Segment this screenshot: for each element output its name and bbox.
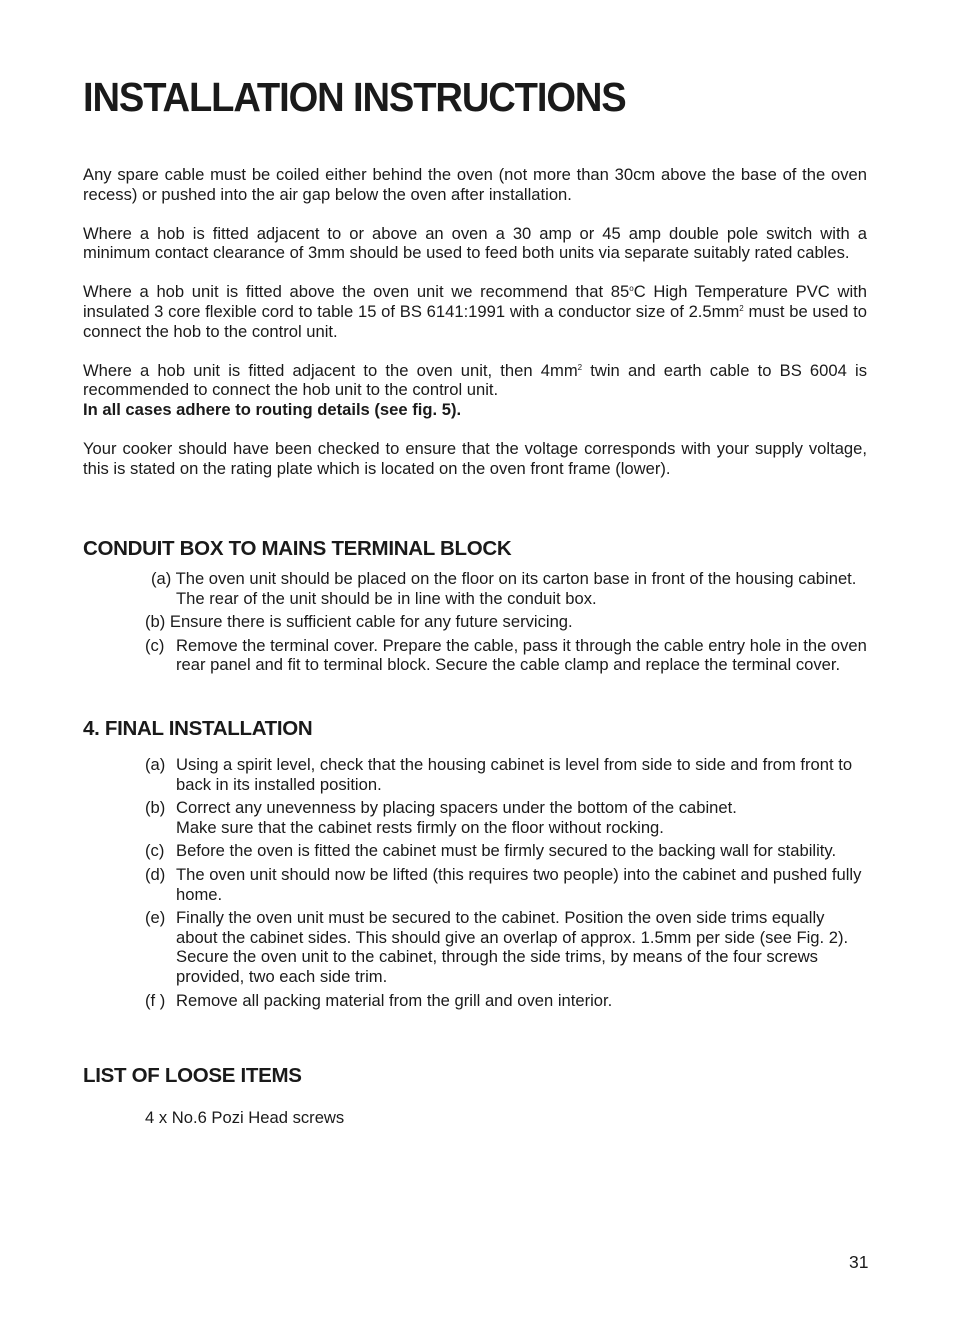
list-item — [145, 569, 867, 608]
step-text: Finally the oven unit must be secured to the cabinet. Position the oven side trims equally about the cabinet sides. This should give an overlap of approx. 1.5mm per side (see Fig. 2). Secure the oven unit to the cabinet, through the side trims, by means of the four screws provided, two each side trim. — [176, 908, 849, 986]
step-label: (e) — [145, 908, 166, 928]
intro-section — [83, 165, 867, 498]
list-item — [145, 908, 867, 986]
paragraph-hob-above-oven — [83, 282, 867, 341]
step-text: Using a spirit level, check that the housing cabinet is level from side to side and from front to back in its installed position. — [176, 755, 853, 794]
list-item — [145, 612, 867, 632]
step-text — [176, 798, 867, 837]
paragraph-text: must be used to connect the hob to the control unit. — [83, 301, 868, 341]
squared-superscript: 2 — [577, 362, 583, 372]
paragraph-text: twin and earth cable to BS 6004 is recommended to connect the hob unit to the control unit. — [83, 360, 867, 400]
step-label: (c) — [145, 635, 165, 655]
squared-superscript: 2 — [739, 303, 744, 313]
list-item — [145, 798, 867, 837]
step-text-line: Correct any unevenness by placing spacers under the bottom of the cabinet. — [176, 798, 737, 818]
paragraph-voltage-check: Your cooker should have been checked to ensure that the voltage corresponds with your supply voltage, this is stated on the rating plate which is located on the oven front frame (lower). — [83, 438, 867, 478]
routing-note: In all cases adhere to routing details (see fig. 5). — [83, 399, 462, 419]
conduit-heading: CONDUIT BOX TO MAINS TERMINAL BLOCK — [83, 537, 512, 560]
list-item — [145, 755, 867, 794]
step-text: (a) The oven unit should be placed on the floor on its carton base in front of the housing cabinet. The rear of the unit should be in line with the conduit box. — [151, 569, 857, 608]
loose-items-heading: LIST OF LOOSE ITEMS — [83, 1064, 302, 1087]
conduit-steps — [145, 569, 867, 679]
step-text: The oven unit should now be lifted (this requires two people) into the cabinet and pushed fully home. — [176, 864, 862, 904]
paragraph-text: C High Temperature PVC with insulated 3 core flexible cord to table 15 of BS 6141:1991 with a conductor size of 2.5mm — [83, 282, 867, 321]
degree-superscript: o — [629, 284, 634, 294]
step-text: Before the oven is fitted the cabinet must be firmly secured to the backing wall for stability. — [176, 841, 837, 861]
loose-item: 4 x No.6 Pozi Head screws — [145, 1108, 345, 1127]
step-label: (a) — [145, 755, 166, 774]
step-label: (f ) — [145, 990, 166, 1010]
step-text-line: Make sure that the cabinet rests firmly on the floor without rocking. — [176, 817, 664, 837]
step-label: (d) — [145, 864, 166, 884]
list-item — [145, 636, 867, 675]
list-item — [145, 841, 867, 861]
final-installation-heading: 4. FINAL INSTALLATION — [83, 717, 313, 740]
step-text: Remove all packing material from the grill and oven interior. — [176, 990, 613, 1010]
paragraph-spare-cable: Any spare cable must be coiled either behind the oven (not more than 30cm above the base of the oven recess) or pushed into the air gap below the oven after installation. — [83, 165, 867, 204]
paragraph-double-pole-switch: Where a hob is fitted adjacent to or above an oven a 30 amp or 45 amp double pole switch with a minimum contact clearance of 3mm should be used to feed both units via separate suitably rated cables. — [83, 223, 867, 263]
page-title: INSTALLATION INSTRUCTIONS — [83, 74, 626, 120]
paragraph-hob-adjacent-oven — [83, 361, 867, 420]
list-item — [145, 991, 867, 1011]
paragraph-text: Where a hob unit is fitted adjacent to the oven unit, then 4mm — [83, 360, 578, 380]
step-label: (c) — [145, 841, 165, 861]
step-label: (b) — [145, 798, 166, 818]
paragraph-text: Where a hob unit is fitted above the oven unit we recommend that 85 — [83, 282, 630, 302]
step-text: (b) Ensure there is sufficient cable for any future servicing. — [145, 612, 573, 632]
final-installation-steps — [145, 755, 867, 1014]
step-text: Remove the terminal cover. Prepare the cable, pass it through the cable entry hole in the oven rear panel and fit to terminal block. Secure the cable clamp and replace the terminal cover. — [176, 635, 867, 675]
list-item — [145, 865, 867, 904]
page-number: 31 — [849, 1252, 869, 1272]
